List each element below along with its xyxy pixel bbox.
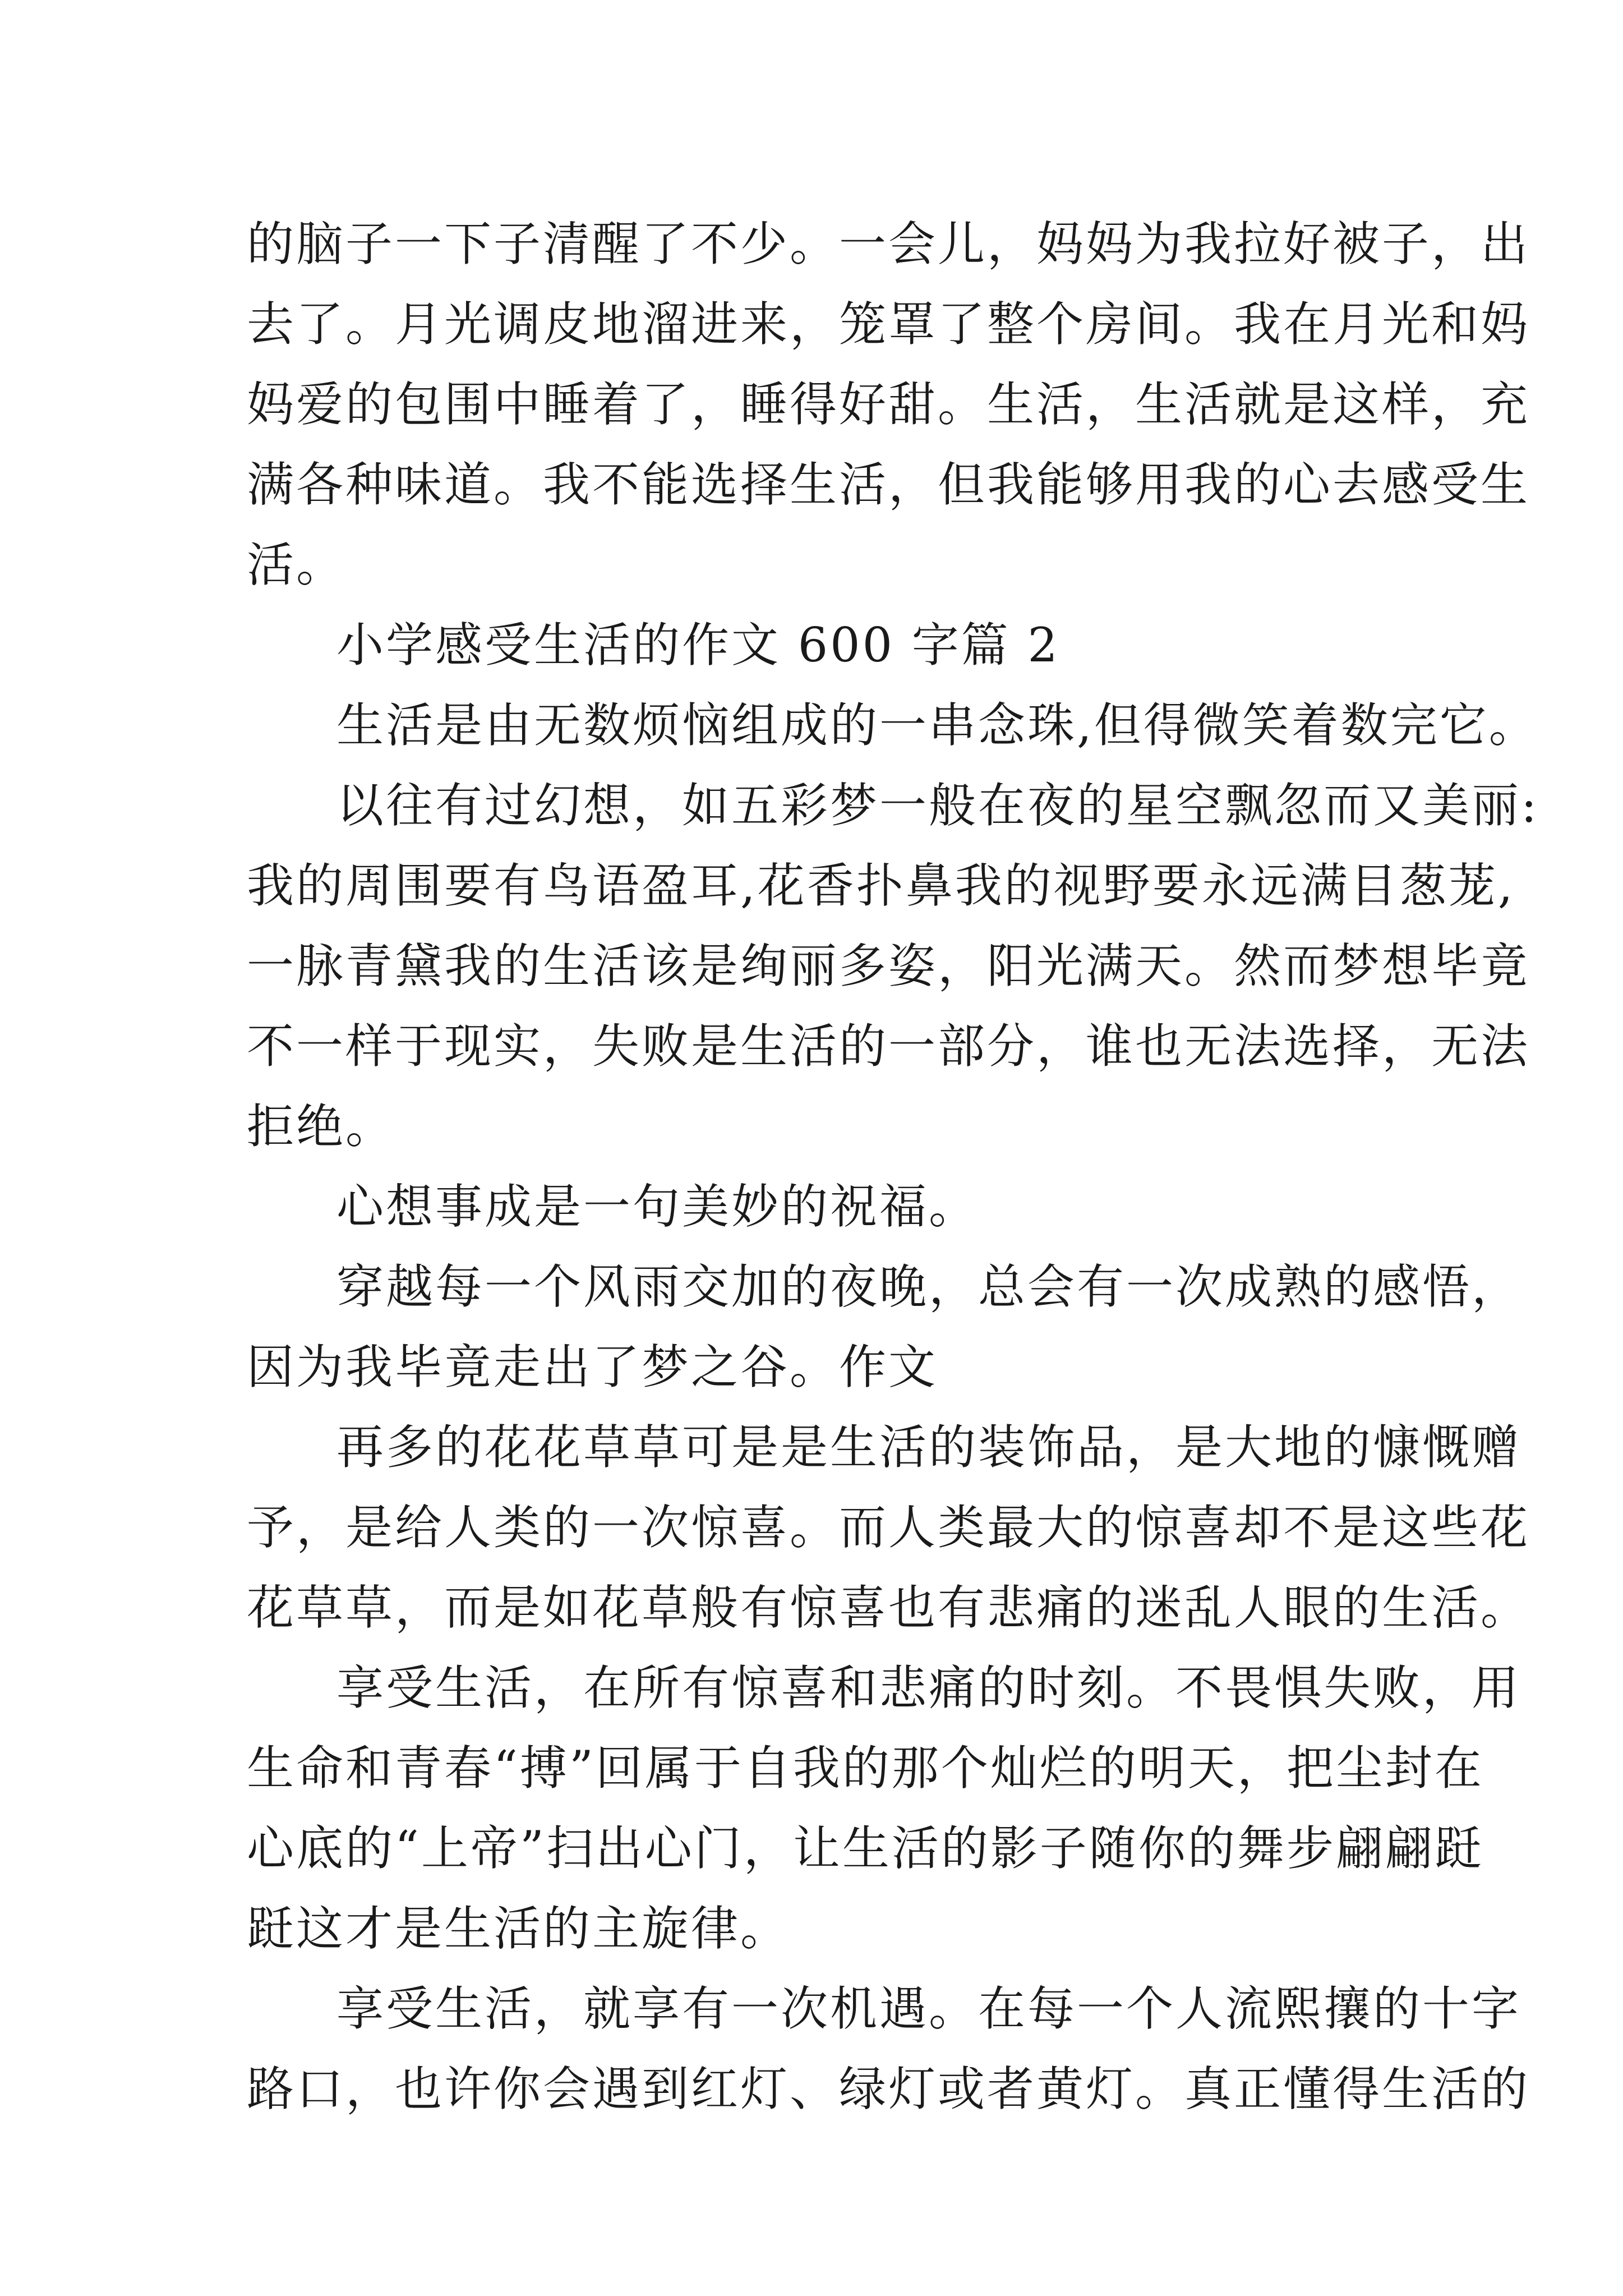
- text-line: 我的周围要有鸟语盈耳,花香扑鼻我的视野要永远满目葱茏,: [247, 858, 1515, 913]
- text-line: 心底的“上帝”扫出心门，让生活的影子随你的舞步翩翩跹: [247, 1821, 1484, 1876]
- text-line: 花草草，而是如花草般有惊喜也有悲痛的迷乱人眼的生活。: [247, 1580, 1530, 1635]
- text-line: 的脑子一下子清醒了不少。一会儿，妈妈为我拉好被子，出: [247, 217, 1530, 272]
- text-line: 路口，也许你会遇到红灯、绿灯或者黄灯。真正懂得生活的: [247, 2062, 1530, 2116]
- text-line: 不一样于现实，失败是生活的一部分，谁也无法选择，无法: [247, 1019, 1530, 1074]
- text-line: 拒绝。: [247, 1099, 395, 1154]
- text-line: 活。: [247, 537, 346, 592]
- section-heading: 小学感受生活的作文 600 字篇 2: [336, 618, 1060, 673]
- text-line: 享受生活，在所有惊喜和悲痛的时刻。不畏惧失败，用: [336, 1660, 1521, 1715]
- text-line: 穿越每一个风雨交加的夜晚，总会有一次成熟的感悟，: [336, 1259, 1521, 1314]
- text-line: 再多的花花草草可是是生活的装饰品，是大地的慷慨赠: [336, 1420, 1521, 1475]
- text-line: 一脉青黛我的生活该是绚丽多姿，阳光满天。然而梦想毕竟: [247, 938, 1530, 993]
- text-line: 生命和青春“搏”回属于自我的那个灿烂的明天，把尘封在: [247, 1741, 1484, 1796]
- text-line: 因为我毕竟走出了梦之谷。作文: [247, 1340, 938, 1395]
- text-line: 心想事成是一句美妙的祝福。: [336, 1179, 979, 1234]
- text-line: 妈爱的包围中睡着了，睡得好甜。生活，生活就是这样，充: [247, 377, 1530, 432]
- text-line: 以往有过幻想，如五彩梦一般在夜的星空飘忽而又美丽:: [336, 778, 1539, 833]
- text-line: 予，是给人类的一次惊喜。而人类最大的惊喜却不是这些花: [247, 1500, 1530, 1555]
- text-line: 去了。月光调皮地溜进来，笼罩了整个房间。我在月光和妈: [247, 297, 1530, 352]
- text-line: 跹这才是生活的主旋律。: [247, 1901, 790, 1956]
- text-line: 满各种味道。我不能选择生活，但我能够用我的心去感受生: [247, 457, 1530, 512]
- text-line: 享受生活，就享有一次机遇。在每一个人流熙攘的十字: [336, 1981, 1521, 2036]
- text-line: 生活是由无数烦恼组成的一串念珠,但得微笑着数完它。: [336, 698, 1538, 753]
